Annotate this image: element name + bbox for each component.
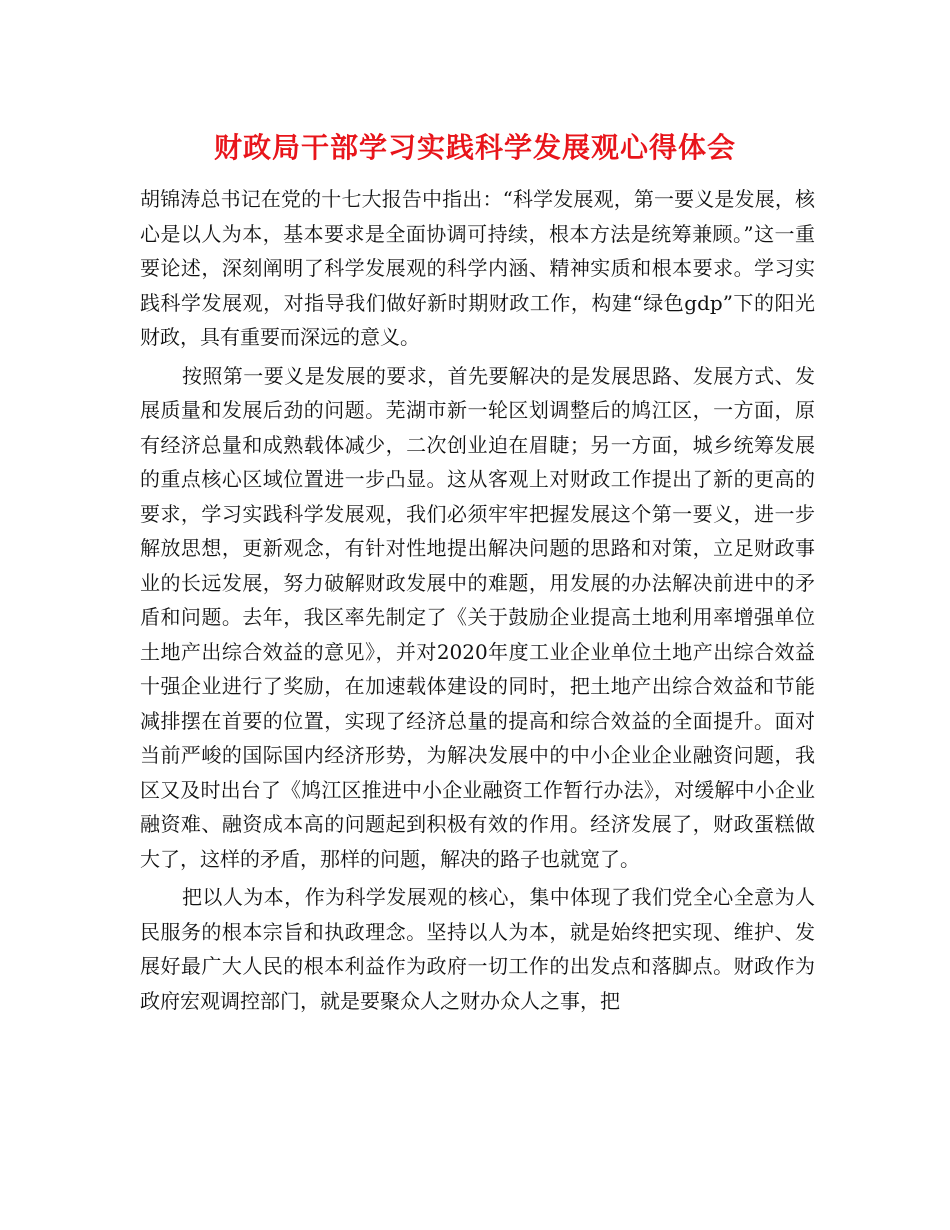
paragraph-3: 把以人为本，作为科学发展观的核心，集中体现了我们党全心全意为人民服务的根本宗旨和执政理念。坚持以人为本，就是始终把实现、维护、发展好最广大人民的根本利益作为政府一切工作的出发点和落脚点。财政作为政府宏观调控部门，就是要聚众人之财办众人之事，把 bbox=[140, 885, 815, 1013]
document-body bbox=[140, 182, 815, 1022]
document-title: 财政局干部学习实践科学发展观心得体会 bbox=[213, 131, 736, 164]
paragraph-1: 胡锦涛总书记在党的十七大报告中指出：“科学发展观，第一要义是发展，核心是以人为本，基本要求是全面协调可持续，根本方法是统筹兼顾。”这一重要论述，深刻阐明了科学发展观的科学内涵、精神实质和根本要求。学习实践科学发展观，对指导我们做好新时期财政工作，构建“绿色gdp”下的阳光财政，具有重要而深远的意义。 bbox=[140, 187, 815, 349]
paragraph-2: 按照第一要义是发展的要求，首先要解决的是发展思路、发展方式、发展质量和发展后劲的问题。芜湖市新一轮区划调整后的鸠江区，一方面，原有经济总量和成熟载体减少，二次创业迫在眉睫；另一方面，城乡统筹发展的重点核心区域位置进一步凸显。这从客观上对财政工作提出了新的更高的要求，学习实践科学发展观，我们必须牢牢把握发展这个第一要义，进一步解放思想，更新观念，有针对性地提出解决问题的思路和对策，立足财政事业的长远发展，努力破解财政发展中的难题，用发展的办法解决前进中的矛盾和问题。去年，我区率先制定了《关于鼓励企业提高土地利用率增强单位土地产出综合效益的意见》，并对2020年度工业企业单位土地产出综合效益十强企业进行了奖励，在加速载体建设的同时，把土地产出综合效益和节能减排摆在首要的位置，实现了经济总量的提高和综合效益的全面提升。面对当前严峻的国际国内经济形势，为解决发展中的中小企业企业融资问题，我区又及时出台了《鸠江区推进中小企业融资工作暂行办法》，对缓解中小企业融资难、融资成本高的问题起到积极有效的作用。经济发展了，财政蛋糕做大了，这样的矛盾，那样的问题，解决的路子也就宽了。 bbox=[140, 363, 815, 871]
